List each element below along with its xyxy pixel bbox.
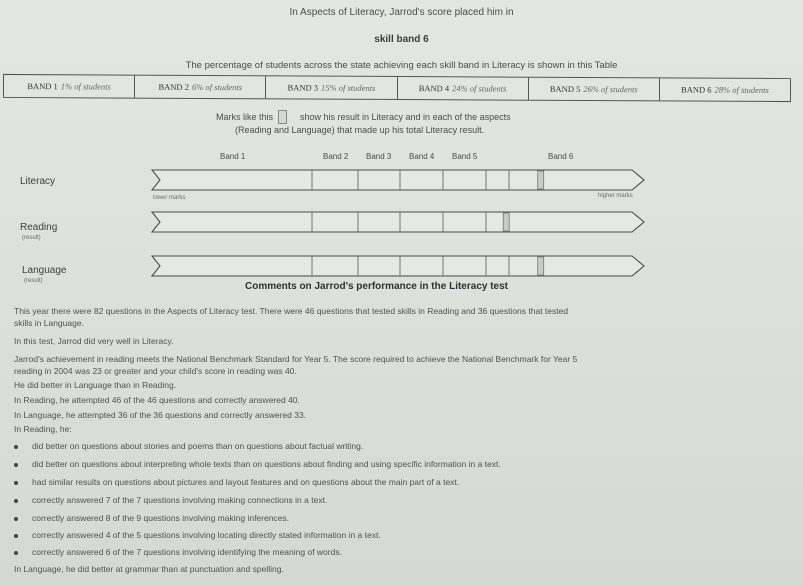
scale-outline [152,212,644,232]
band-percent: 15% of students [321,82,376,93]
list-item-text: correctly answered 8 of the 9 questions involving making inferences. [32,513,290,523]
band-5-label: Band 5 [452,152,478,161]
list-item-text: did better on questions about stories and poems than on questions about factual writing. [32,441,364,451]
reading-sub: (result) [22,235,41,241]
band-label: BAND 5 [549,83,581,94]
band-cell [529,78,660,101]
band-cell [660,78,790,101]
list-item [14,477,459,487]
band-cell [398,77,529,100]
bullet-icon [14,517,18,521]
list-item-text: correctly answered 6 of the 7 questions involving identifying the meaning of words. [32,547,342,557]
paragraph: In Reading, he attempted 46 of the 46 questions and correctly answered 40. [14,395,300,405]
skill-band-heading: skill band 6 [374,34,429,45]
band-percent: 28% of students [714,84,769,95]
list-item-text: had similar results on questions about pictures and layout features and on questions about the main part of a text. [32,477,460,487]
band-label: BAND 6 [681,84,712,95]
band-percent: 24% of students [452,83,507,94]
literacy-label: Literacy [20,176,56,187]
band-2-label: Band 2 [323,152,349,161]
higher-marks-label: higher marks [598,193,633,199]
list-item [14,495,327,505]
band-percent: 6% of students [191,81,243,93]
reading-scale [152,212,652,234]
paragraph: reading in 2004 was 23 or greater and your child's score in reading was 40. [14,366,297,376]
result-marker [503,213,509,231]
result-marker [538,171,544,189]
language-scale [152,256,652,278]
list-item [14,459,501,469]
band-label: BAND 1 [27,81,58,92]
result-marker-sample [278,110,287,124]
legend-text: Marks like this [216,112,274,122]
bullet-icon [14,551,18,555]
band-percent: 26% of students [583,83,638,95]
bullet-icon [14,481,18,485]
band-6-label: Band 6 [548,152,574,161]
band-1-label: Band 1 [220,152,246,161]
list-item-text: did better on questions about interpreting whole texts than on questions about finding and using specific information in a text. [32,459,501,469]
list-item [14,530,381,540]
paragraph: In Language, he attempted 36 of the 36 questions and correctly answered 33. [14,410,307,420]
band-label: BAND 4 [418,83,450,94]
paragraph: Jarrod's achievement in reading meets the National Benchmark Standard for Year 5. The score required to achieve the National Benchmark for Year 5 [14,354,578,364]
band-label: BAND 3 [287,82,318,93]
table-intro: The percentage of students across the state achieving each skill band in Literacy is shown in this Table [185,60,618,71]
comments-heading: Comments on Jarrod's performance in the Literacy test [245,281,509,292]
paragraph: He did better in Language than in Reading. [14,380,177,390]
paragraph: This year there were 82 questions in the Aspects of Literacy test. There were 46 questions that tested skills in Reading and 36 questions that tested [14,306,569,316]
language-sub: (result) [24,278,43,284]
result-intro: In Aspects of Literacy, Jarrod's score placed him in [289,7,514,18]
band-label: BAND 2 [158,81,189,92]
band-percentage-table [3,74,791,102]
band-4-label: Band 4 [409,152,435,161]
scale-outline [152,256,644,276]
list-item-text: correctly answered 7 of the 7 questions involving making connections in a text. [32,495,328,505]
band-percent: 1% of students [60,81,111,92]
list-item [14,547,342,557]
band-cell [266,76,397,99]
legend-text: show his result in Literacy and in each of the aspects [300,112,511,122]
paragraph: skills in Language. [14,318,84,328]
literacy-scale [152,170,652,192]
paragraph: In this test, Jarrod did very well in Literacy. [14,336,174,346]
band-3-label: Band 3 [366,152,392,161]
result-marker [538,257,544,275]
paragraph: In Reading, he: [14,424,72,434]
list-item-text: correctly answered 4 of the 5 questions involving locating directly stated information in a text. [32,530,381,540]
legend-text: (Reading and Language) that made up his total Literacy result. [235,125,485,135]
bullet-icon [14,463,18,467]
reading-label: Reading [20,222,58,233]
band-cell [4,75,135,98]
scale-outline [152,170,644,190]
bullet-icon [14,445,18,449]
band-cell [135,76,266,99]
bullet-icon [14,499,18,503]
paragraph: In Language, he did better at grammar than at punctuation and spelling. [14,564,284,574]
language-label: Language [22,265,67,276]
list-item [14,513,289,523]
bullet-icon [14,534,18,538]
list-item [14,441,363,451]
lower-marks-label: lower marks [153,195,186,201]
